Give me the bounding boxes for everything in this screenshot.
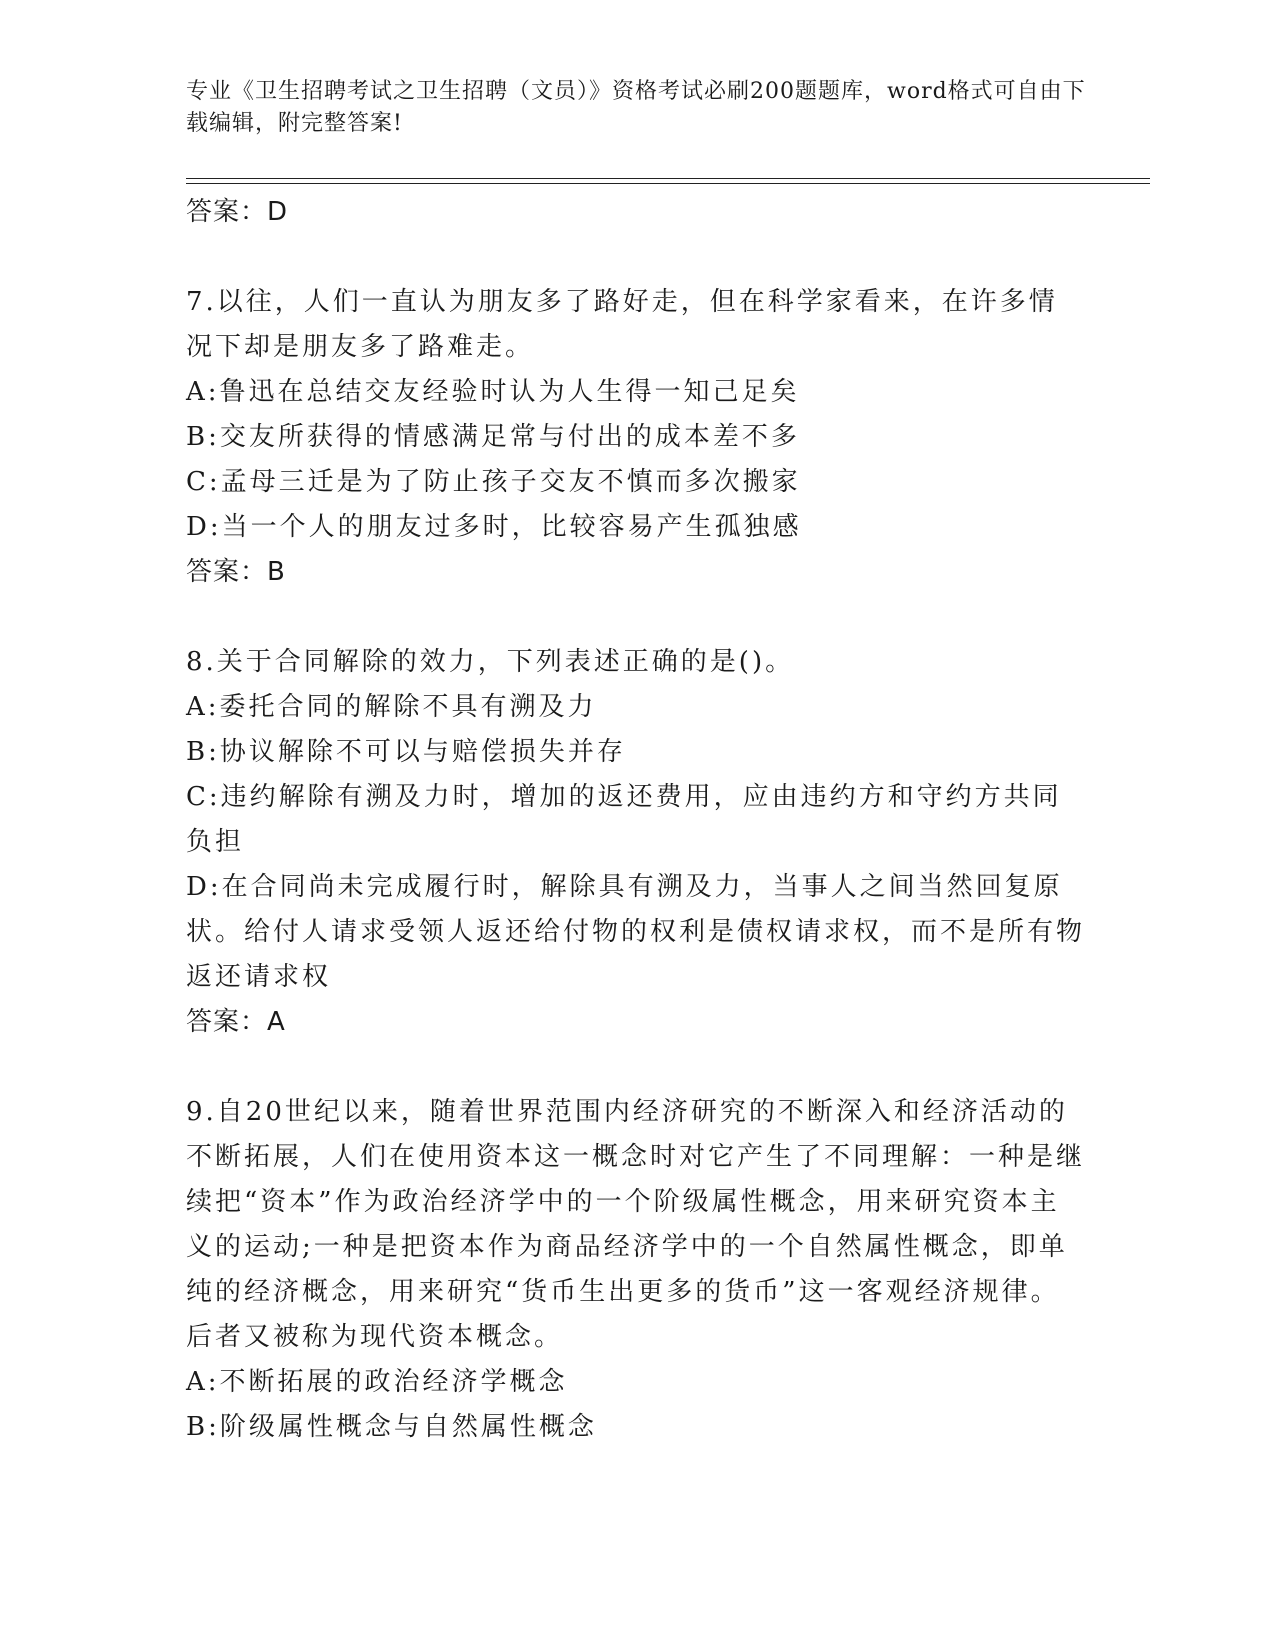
answer-q7: 答案：B <box>186 557 286 587</box>
page-header: 专业《卫生招聘考试之卫生招聘（文员）》资格考试必刷200题题库，word格式可自由下载编辑，附完整答案! <box>186 79 1086 136</box>
question-7-option-c: C:孟母三迁是为了防止孩子交友不慎而多次搬家 <box>186 467 801 497</box>
spacer <box>186 595 1086 640</box>
spacer <box>186 235 1086 280</box>
question-content <box>186 190 1086 1450</box>
question-8-option-a: A:委托合同的解除不具有溯及力 <box>186 692 597 722</box>
question-7-option-a: A:鲁迅在总结交友经验时认为人生得一知己足矣 <box>186 377 800 407</box>
question-7-option-d: D:当一个人的朋友过多时，比较容易产生孤独感 <box>186 512 802 542</box>
question-8-option-b: B:协议解除不可以与赔偿损失并存 <box>186 737 626 767</box>
answer-q8: 答案：A <box>186 1007 286 1037</box>
question-8-option-c: C:违约解除有溯及力时，增加的返还费用，应由违约方和守约方共同负担 <box>186 782 1062 857</box>
header-divider-secondary <box>186 183 1150 184</box>
question-8-option-d: D:在合同尚未完成履行时，解除具有溯及力，当事人之间当然回复原状。给付人请求受领人返还给付物的权利是债权请求权，而不是所有物返还请求权 <box>186 872 1086 992</box>
header-divider <box>186 178 1150 179</box>
question-9-option-b: B:阶级属性概念与自然属性概念 <box>186 1412 597 1442</box>
question-7-option-b: B:交友所获得的情感满足常与付出的成本差不多 <box>186 422 800 452</box>
spacer <box>186 1045 1086 1090</box>
question-9-stem: 9.自20世纪以来，随着世界范围内经济研究的不断深入和经济活动的不断拓展，人们在使用资本这一概念时对它产生了不同理解：一种是继续把“资本”作为政治经济学中的一个阶级属性概念，用来研究资本主义的运动;一种是把资本作为商品经济学中的一个自然属性概念，即单纯的经济概念，用来研究“货币生出更多的货币”这一客观经济规律。后者又被称为现代资本概念。 <box>186 1097 1086 1352</box>
question-8-stem: 8.关于合同解除的效力，下列表述正确的是()。 <box>186 647 795 677</box>
question-7-stem: 7.以往，人们一直认为朋友多了路好走，但在科学家看来，在许多情况下却是朋友多了路难走。 <box>186 287 1058 362</box>
question-9-option-a: A:不断拓展的政治经济学概念 <box>186 1367 568 1397</box>
answer-q6: 答案：D <box>186 197 289 227</box>
